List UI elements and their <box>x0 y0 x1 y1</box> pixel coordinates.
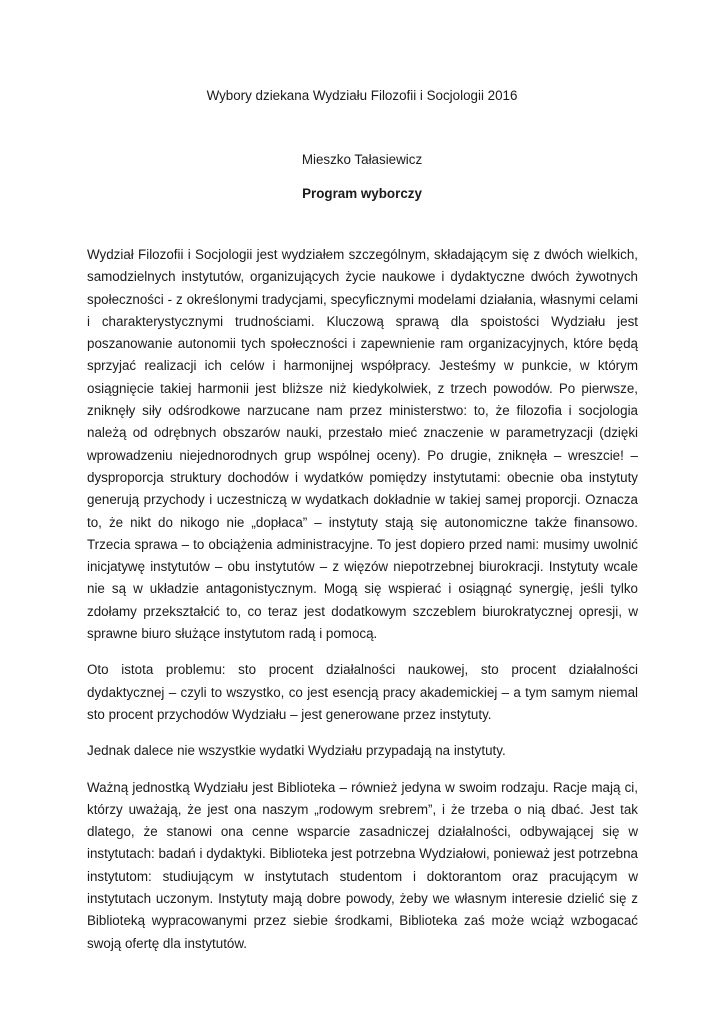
paragraph-4: Ważną jednostką Wydziału jest Biblioteka – również jedyna w swoim rodzaju. Racje mają ci, którzy uważają, że jest ona naszym „rodowym srebrem”, i że trzeba o nią dbać. Jest tak dlatego, że stanowi ona cenne wsparcie zasadniczej działalności, odbywającej się w instytutach: badań i dydaktyki. Biblioteka jest potrzebna Wydziałowi, ponieważ jest potrzebna instytutom: studiującym w instytutach studentom i doktorantom oraz pracującym w instytutach uczonym. Instytuty mają dobre powody, żeby we własnym interesie dzielić się z Biblioteką wypracowanymi przez siebie środkami, Biblioteka zaś może wciąż wzbogacać swoją ofertę dla instytutów. <box>87 779 638 951</box>
paragraph-1: Wydział Filozofii i Socjologii jest wydziałem szczególnym, składającym się z dwóch wielkich, samodzielnych instytutów, organizujących życie naukowe i dydaktyczne dwóch żywotnych społeczności - z określonymi tradycjami, specyficznymi modelami działania, własnymi celami i charakterystycznymi trudnościami. Kluczową sprawą dla spoistości Wydziału jest poszanowanie autonomii tych społeczności i zapewnienie ram organizacyjnych, które będą sprzyjać realizacji ich celów i harmonijnej współpracy. Jesteśmy w punkcie, w którym osiągnięcie takiej harmonii jest bliższe niż kiedykolwiek, z trzech powodów. Po pierwsze, zniknęły siły odśrodkowe narzucane nam przez ministerstwo: to, że filozofia i socjologia należą od odrębnych obszarów nauki, przestało mieć znaczenie w parametryzacji (dzięki wprowadzeniu niejednorodnych grup wspólnej oceny). Po drugie, zniknęła – wreszcie! – dysproporcja struktury dochodów i wydatków pomiędzy instytutami: obecnie oba instytuty generują przychody i uczestniczą w wydatkach dokładnie w takiej samej proporcji. Oznacza to, że nikt do nikogo nie „dopłaca” – instytuty stają się autonomiczne także finansowo. Trzecia sprawa – to obciążenia administracyjne. To jest dopiero przed nami: musimy uwolnić inicjatywę instytutów – obu instytutów – z więzów niepotrzebnej biurokracji. Instytuty wcale nie są w układzie antagonistycznym. Mogą się wspierać i osiągnąć synergię, jeśli tylko zdołamy przekształcić to, co teraz jest dodatkowym szczeblem biurokratycznej opresji, w sprawne biuro służące instytutom radą i pomocą. <box>87 247 638 642</box>
document-body <box>87 244 638 969</box>
paragraph-3: Jednak dalece nie wszystkie wydatki Wydziału przypadają na instytuty. <box>87 743 506 759</box>
document-author: Mieszko Tałasiewicz <box>301 152 423 167</box>
document-title: Wybory dziekana Wydziału Filozofii i Socjologii 2016 <box>206 88 518 103</box>
paragraph-2: Oto istota problemu: sto procent działalności naukowej, sto procent działalności dydaktycznej – czyli to wszystko, co jest esencją pracy akademickiej – a tym samym niemal sto procent przychodów Wydziału – jest generowane przez instytuty. <box>87 662 638 722</box>
document-subtitle: Program wyborczy <box>302 186 422 201</box>
